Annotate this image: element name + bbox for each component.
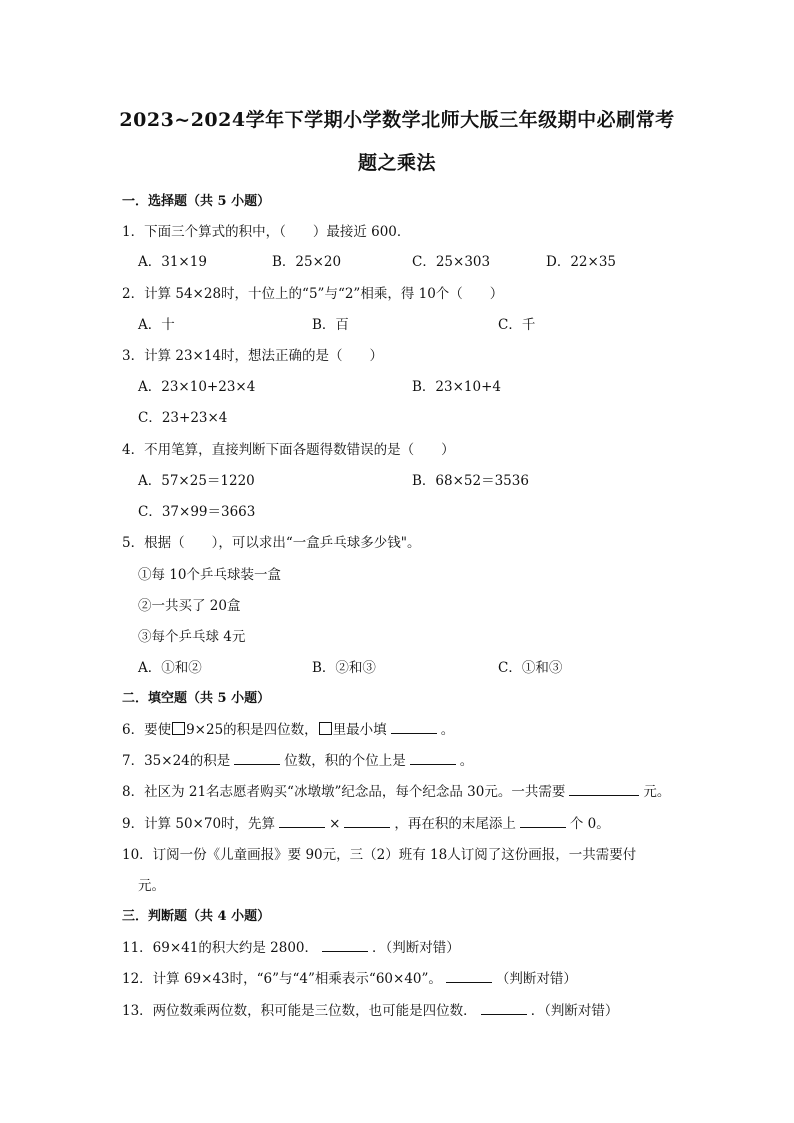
q1-option-d: D．22×35 [546,254,616,270]
question-10-line-2: 元。 [138,878,165,894]
q6-mid: 9×25的积是四位数， [186,722,318,738]
q9-blank-3[interactable] [520,815,566,828]
q7-blank-1[interactable] [234,752,280,765]
title-line-2: 题之乘法 [357,152,436,174]
q1-option-b: B．25×20 [272,254,342,270]
q4-option-c: C．37×99＝3663 [138,504,256,520]
question-6 [122,718,454,738]
q11-post: ．（判断对错） [372,940,460,956]
q6-box [172,722,185,735]
q2-option-b: B．百 [312,317,349,333]
q12-blank[interactable] [446,970,492,983]
q6-box-2 [319,722,332,735]
q7-blank-2[interactable] [410,752,456,765]
q8-pre: 8．社区为 21名志愿者购买“冰墩墩”纪念品，每个纪念品 30元。一共需要 [122,784,566,800]
q7-post: 。 [459,753,474,769]
q4-option-b: B．68×52＝3536 [412,473,529,489]
q13-post: ．（判断对错） [530,1003,619,1019]
question-4: 4．不用笔算，直接判断下面各题得数错误的是（ ） [122,442,455,458]
q5-item-3: ③每个乒乓球 4元 [138,629,246,645]
q6-answer-blank[interactable] [391,721,437,734]
section-choice-heading: 一．选择题（共 5 小题） [122,194,271,209]
q9-blank-2[interactable] [344,815,390,828]
q4-option-a: A．57×25＝1220 [138,473,255,489]
q1-option-a: A．31×19 [138,254,207,270]
q9-pre: 9．计算 50×70时，先算 [122,816,276,832]
q2-option-a: A．十 [138,317,175,333]
q13-blank[interactable] [481,1002,527,1015]
q11-blank[interactable] [322,939,368,952]
q5-option-a: A．①和② [138,660,202,676]
q11-pre: 11．69×41的积大约是 2800． [122,940,318,956]
q1-option-c: C．25×303 [412,254,491,270]
question-1: 1．下面三个算式的积中，（ ）最接近 600． [122,224,411,240]
q6-post: 。 [440,722,455,738]
question-9 [122,812,610,832]
q3-option-a: A．23×10+23×4 [138,379,256,395]
question-10-line-1: 10．订阅一份《儿童画报》要 90元，三（2）班有 18人订阅了这份画报，一共需要付 [122,847,637,863]
q5-item-2: ②一共买了 20盒 [138,598,241,614]
q5-item-1: ①每 10个乒乓球装一盒 [138,567,281,583]
title-line-1: 2023~2024学年下学期小学数学北师大版三年级期中必刷常考 [119,109,675,131]
q9-blank-1[interactable] [279,815,325,828]
q5-option-b: B．②和③ [312,660,376,676]
q5-option-c: C．①和③ [498,660,563,676]
section-fill-heading: 二．填空题（共 5 小题） [122,691,271,706]
q8-blank[interactable] [569,783,639,796]
q12-pre: 12．计算 69×43时，“6”与“4”相乘表示“60×40”。 [122,971,442,987]
q9-times: × [329,816,341,832]
question-12 [122,967,577,987]
q2-option-c: C．千 [498,317,536,333]
q9-post: 个 0。 [569,816,610,832]
q12-post: （判断对错） [495,971,577,987]
q13-pre: 13．两位数乘两位数，积可能是三位数，也可能是四位数． [122,1003,477,1019]
question-3: 3．计算 23×14时，想法正确的是（ ） [122,348,384,364]
q6-box-text: 里最小填 [332,722,387,738]
section-judge-heading: 三．判断题（共 4 小题） [122,909,271,924]
q9-mid: ，再在积的末尾添上 [394,816,516,832]
q3-option-c: C．23+23×4 [138,410,228,426]
q6-pre: 6．要使 [122,722,172,738]
question-8 [122,780,670,800]
q7-pre: 7．35×24的积是 [122,753,231,769]
question-7 [122,749,473,769]
question-5: 5．根据（ ），可以求出“一盒乒乓球多少钱"。 [122,535,421,551]
question-11 [122,936,460,956]
q3-option-b: B．23×10+4 [412,379,501,395]
q8-post: 元。 [643,784,671,800]
question-13 [122,999,618,1019]
q7-mid: 位数，积的个位上是 [284,753,406,769]
question-2: 2．计算 54×28时，十位上的“5”与“2”相乘，得 10个（ ） [122,286,504,302]
